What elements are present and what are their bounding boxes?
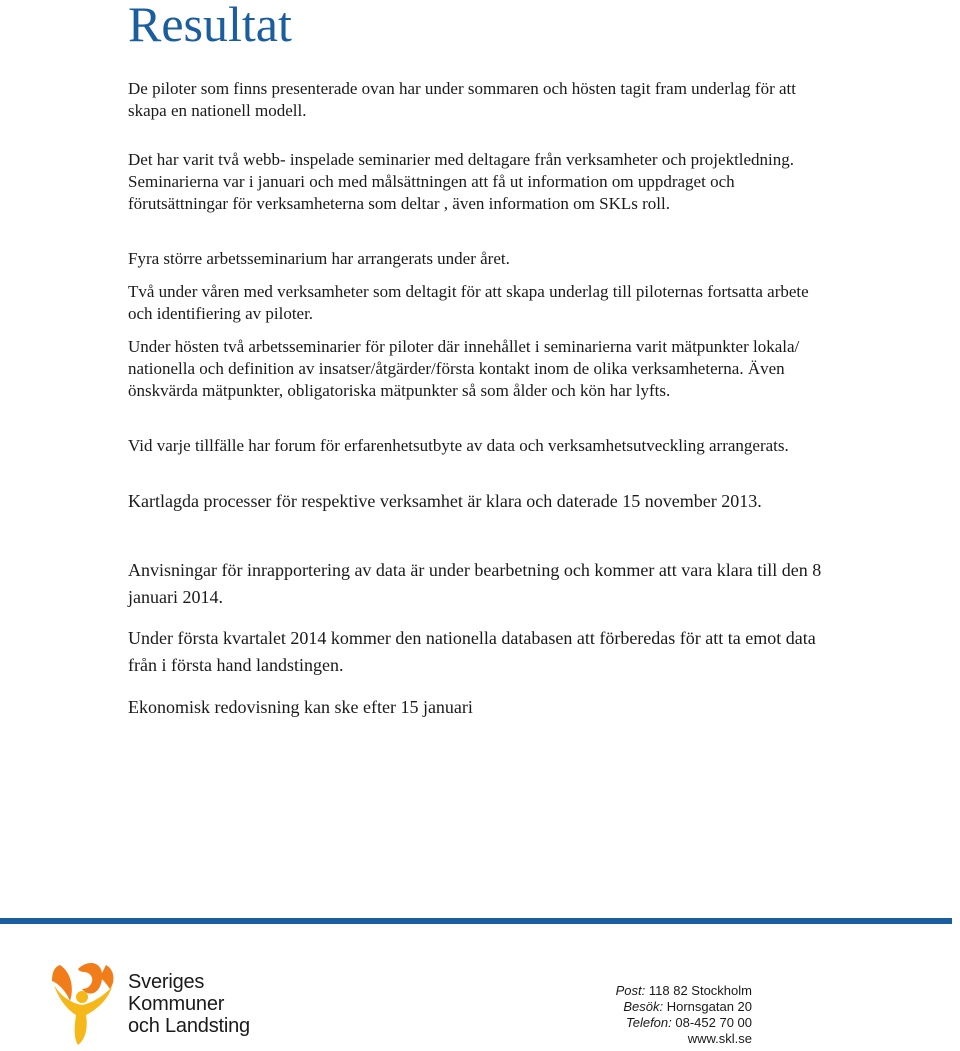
skl-logo [48,955,278,1047]
paragraph-instructions: Anvisningar för inrapportering av data är under bearbetning och kommer att vara klara till den 8 januari 2014. [128,560,822,607]
post-label: Post: [615,983,646,998]
page-title: Resultat [128,0,292,52]
paragraph-processes: Kartlagda processer för respektive verksamhet är klara och daterade 15 november 2013. [128,491,762,511]
post-value: 118 82 Stockholm [648,983,752,998]
paragraph-spring-seminars: Två under våren med verksamheter som deltagit för att skapa underlag till piloternas fortsatta arbete och identifiering av piloter. [128,282,809,323]
contact-phone [616,1015,752,1031]
footer-divider [0,918,952,924]
phone-value: 08-452 70 00 [675,1015,752,1030]
visit-value: Hornsgatan 20 [666,999,752,1014]
paragraph-economy: Ekonomisk redovisning kan ske efter 15 januari [128,697,473,717]
logo-line-3: och Landsting [128,1015,250,1037]
paragraph-database: Under första kvartalet 2014 kommer den nationella databasen att förberedas för att ta emot data från i första hand landstingen. [128,628,816,675]
paragraph-pilots: De piloter som finns presenterade ovan har under sommaren och hösten tagit fram underlag för att skapa en nationell modell. [128,79,796,120]
contact-web-link[interactable]: www.skl.se [687,1031,752,1046]
paragraph-work-seminars: Fyra större arbetsseminarium har arrangerats under året. [128,249,510,268]
paragraph-web-seminars: Det har varit två webb- inspelade seminarier med deltagare från verksamheter och projektledning. Seminarierna var i januari och med målsättningen att få ut information om uppdraget och förutsättningar för verksamheterna som deltar , även information om SKLs roll. [128,150,795,213]
paragraph-forum: Vid varje tillfälle har forum för erfarenhetsutbyte av data och verksamhetsutveckling arrangerats. [128,436,789,455]
logo-line-2: Kommuner [128,993,225,1015]
skl-logo-icon [48,955,118,1047]
visit-label: Besök: [623,999,664,1014]
contact-info [616,983,752,1047]
phone-label: Telefon: [625,1015,672,1030]
skl-logo-wordmark [128,971,250,1037]
paragraph-autumn-seminars: Under hösten två arbetsseminarier för piloter där innehållet i seminarierna varit mätpunkter lokala/ nationella och definition av insatser/åtgärder/första kontakt inom de olika verksamheterna. Även önskvärda mätpunkter, obligatoriska mätpunkter så som ålder och kön har lyfts. [128,337,800,400]
contact-post [616,983,752,999]
contact-visit [616,999,752,1015]
logo-line-1: Sveriges [128,971,205,993]
